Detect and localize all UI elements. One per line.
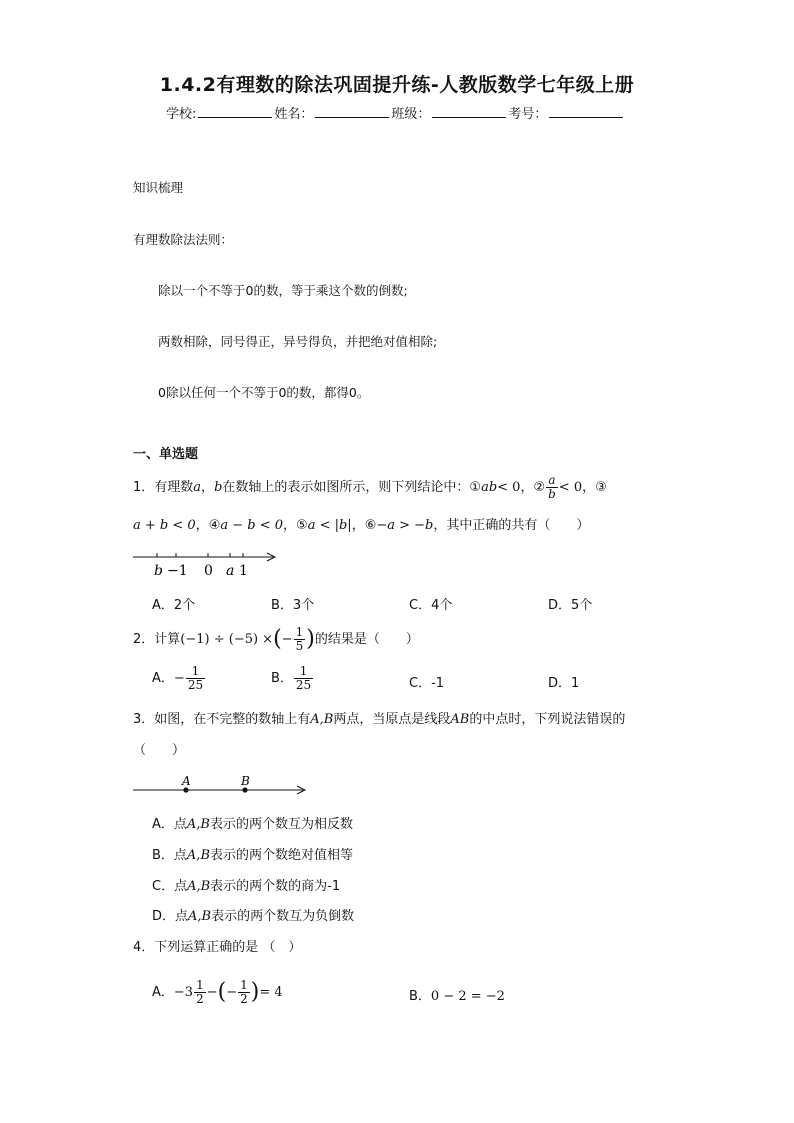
option-expression: 0 − 2 = −2: [430, 989, 505, 1004]
q3-option-b[interactable]: [152, 844, 353, 863]
label-point-b: B: [241, 774, 250, 788]
conclusion-6-mark: ⑥: [364, 518, 377, 533]
class-blank: [432, 105, 506, 118]
question-4: 4．下列运算正确的是 （ ）: [133, 940, 302, 955]
question-1-line-1: [133, 474, 607, 501]
close-paren: ): [306, 626, 315, 652]
conclusion-5-expr: a < |b|: [307, 518, 352, 533]
q2-option-a[interactable]: [152, 664, 206, 694]
q1-option-d[interactable]: D．5个: [548, 598, 593, 613]
rule-item: 除以一个不等于0的数，等于乘这个数的倒数;: [158, 283, 408, 298]
class-label: 班级：: [391, 107, 431, 122]
option-points: A,B: [187, 879, 211, 894]
q2-option-d[interactable]: D．1: [548, 676, 580, 691]
label-minus-one: −1: [167, 563, 188, 579]
q1-option-c[interactable]: C．4个: [409, 598, 453, 613]
rule-title: 有理数除法法则：: [133, 232, 234, 247]
point-b: [242, 787, 247, 792]
conclusion-2-rel: < 0: [558, 480, 583, 495]
name-blank: [315, 105, 389, 118]
conclusion-3-mark: ③: [595, 480, 607, 495]
option-text: 表示的两个数的商为-1: [210, 879, 341, 894]
q1-prefix: 1．有理数: [133, 480, 194, 495]
var-b: b: [214, 480, 223, 495]
q2-suffix: 的结果是（ ）: [314, 632, 419, 647]
fraction-denominator: 25: [187, 678, 204, 692]
fraction-numerator: 1: [240, 978, 248, 992]
q1-separator: ，: [520, 480, 534, 495]
option-label: A．: [152, 671, 174, 686]
conclusion-1-expr: ab: [481, 480, 498, 495]
option-label: D．点: [152, 909, 189, 924]
option-label: B．点: [152, 848, 187, 863]
q2-fraction: [294, 626, 306, 653]
label-zero: 0: [204, 563, 213, 579]
option-text: 表示的两个数互为相反数: [209, 817, 353, 832]
mixed-number-whole: −3: [173, 985, 194, 1000]
inner-fraction: [238, 979, 250, 1006]
fraction-numerator: 1: [294, 665, 313, 679]
conclusion-5-mark: ⑤: [296, 518, 308, 533]
conclusion-1-rel: < 0: [497, 480, 521, 495]
q3-mid: 两点，当原点是线段: [333, 712, 451, 727]
q1-mid: 在数轴上的表示如图所示，则下列结论中：: [222, 480, 470, 495]
option-label: C．点: [152, 879, 188, 894]
exam-no-label: 考号：: [508, 107, 548, 122]
q3-segment: AB: [450, 712, 470, 727]
option-sign: −: [173, 671, 185, 686]
option-label: B．: [409, 989, 431, 1004]
label-point-a: A: [182, 774, 191, 788]
q3-option-a[interactable]: [152, 813, 353, 832]
q1-comma: ，: [201, 480, 215, 495]
student-info-line: [166, 103, 625, 122]
option-text: 表示的两个数绝对值相等: [210, 848, 354, 863]
option-label: A．: [152, 985, 174, 1000]
q4-option-b[interactable]: [409, 985, 505, 1004]
q1-option-a[interactable]: A．2个: [152, 598, 196, 613]
open-paren: (: [217, 979, 227, 1005]
q1-separator: ，: [582, 480, 596, 495]
exam-no-blank: [549, 105, 623, 118]
q1-separator: ，: [283, 518, 297, 533]
conclusion-2-mark: ②: [533, 480, 546, 495]
q3-option-c[interactable]: [152, 875, 340, 894]
rule-item: 两数相除，同号得正，异号得负，并把绝对值相除;: [158, 334, 438, 349]
q3-option-d[interactable]: [152, 905, 354, 924]
fraction-denominator: 2: [240, 992, 248, 1006]
fraction-numerator: 1: [186, 665, 205, 679]
question-3-paren: （ ）: [133, 743, 186, 758]
var-a: a: [193, 480, 202, 495]
school-blank: [198, 105, 272, 118]
point-a: [183, 787, 188, 792]
option-points: A,B: [186, 817, 210, 832]
option-points: A,B: [188, 909, 212, 924]
open-paren: (: [273, 626, 282, 652]
school-label: 学校:: [166, 107, 197, 122]
rule-item: 0除以任何一个不等于0的数，都得0。: [158, 385, 370, 400]
fraction-denominator: 2: [196, 992, 204, 1006]
q3-points: A,B: [310, 712, 334, 727]
number-line-q1: [133, 548, 283, 580]
conclusion-6-expr: −a > −b: [376, 518, 434, 533]
option-label: B．: [271, 671, 293, 686]
conclusion-2-fraction: [546, 474, 558, 501]
knowledge-heading: 知识梳理: [133, 180, 184, 195]
number-line-q3: [133, 772, 313, 800]
q1-separator: ，: [351, 518, 365, 533]
question-3-line-1: [133, 708, 625, 727]
label-one: 1: [239, 563, 248, 579]
label-a: a: [226, 563, 235, 579]
option-points: A,B: [186, 848, 210, 863]
q1-separator: ，: [195, 518, 209, 533]
minus-sign: −: [206, 985, 218, 1000]
q1-option-b[interactable]: B．3个: [271, 598, 315, 613]
option-fraction: [294, 665, 313, 692]
mixed-number-fraction: [194, 979, 206, 1006]
q4-option-a[interactable]: [152, 977, 283, 1009]
fraction-numerator: 1: [196, 978, 204, 992]
q2-prefix: 2．计算: [133, 632, 181, 647]
q1-suffix: ，其中正确的共有（ ）: [433, 518, 590, 533]
question-2: [133, 625, 419, 655]
question-1-line-2: [133, 514, 589, 533]
fraction-denominator: 5: [295, 639, 304, 653]
fraction-numerator: 1: [295, 625, 304, 639]
conclusion-4-expr: a − b < 0: [220, 518, 284, 533]
close-paren: ): [250, 979, 260, 1005]
conclusion-3-expr: a + b < 0: [133, 518, 196, 533]
conclusion-1-mark: ①: [469, 480, 482, 495]
fraction-numerator: a: [546, 474, 558, 488]
q3-prefix: 3．如图，在不完整的数轴上有: [133, 712, 311, 727]
q2-option-b[interactable]: [271, 664, 314, 694]
q2-fraction-sign: −: [281, 632, 293, 647]
option-text: 表示的两个数互为负倒数: [211, 909, 355, 924]
q2-option-c[interactable]: C．-1: [409, 676, 445, 691]
q2-expression: (−1) ÷ (−5) ×: [180, 632, 274, 647]
option-fraction: [186, 665, 205, 692]
result: = 4: [259, 985, 283, 1000]
label-b: b: [154, 563, 163, 579]
fraction-denominator: b: [548, 487, 556, 501]
page-title: 1.4.2有理数的除法巩固提升练-人教版数学七年级上册: [159, 74, 635, 96]
inner-sign: −: [226, 985, 238, 1000]
conclusion-4-mark: ④: [208, 518, 221, 533]
option-label: A．点: [152, 817, 187, 832]
fraction-denominator: 25: [295, 678, 312, 692]
section-heading: 一、单选题: [133, 447, 199, 462]
name-label: 姓名：: [274, 107, 314, 122]
q3-suffix: 的中点时，下列说法错误的: [469, 712, 626, 727]
